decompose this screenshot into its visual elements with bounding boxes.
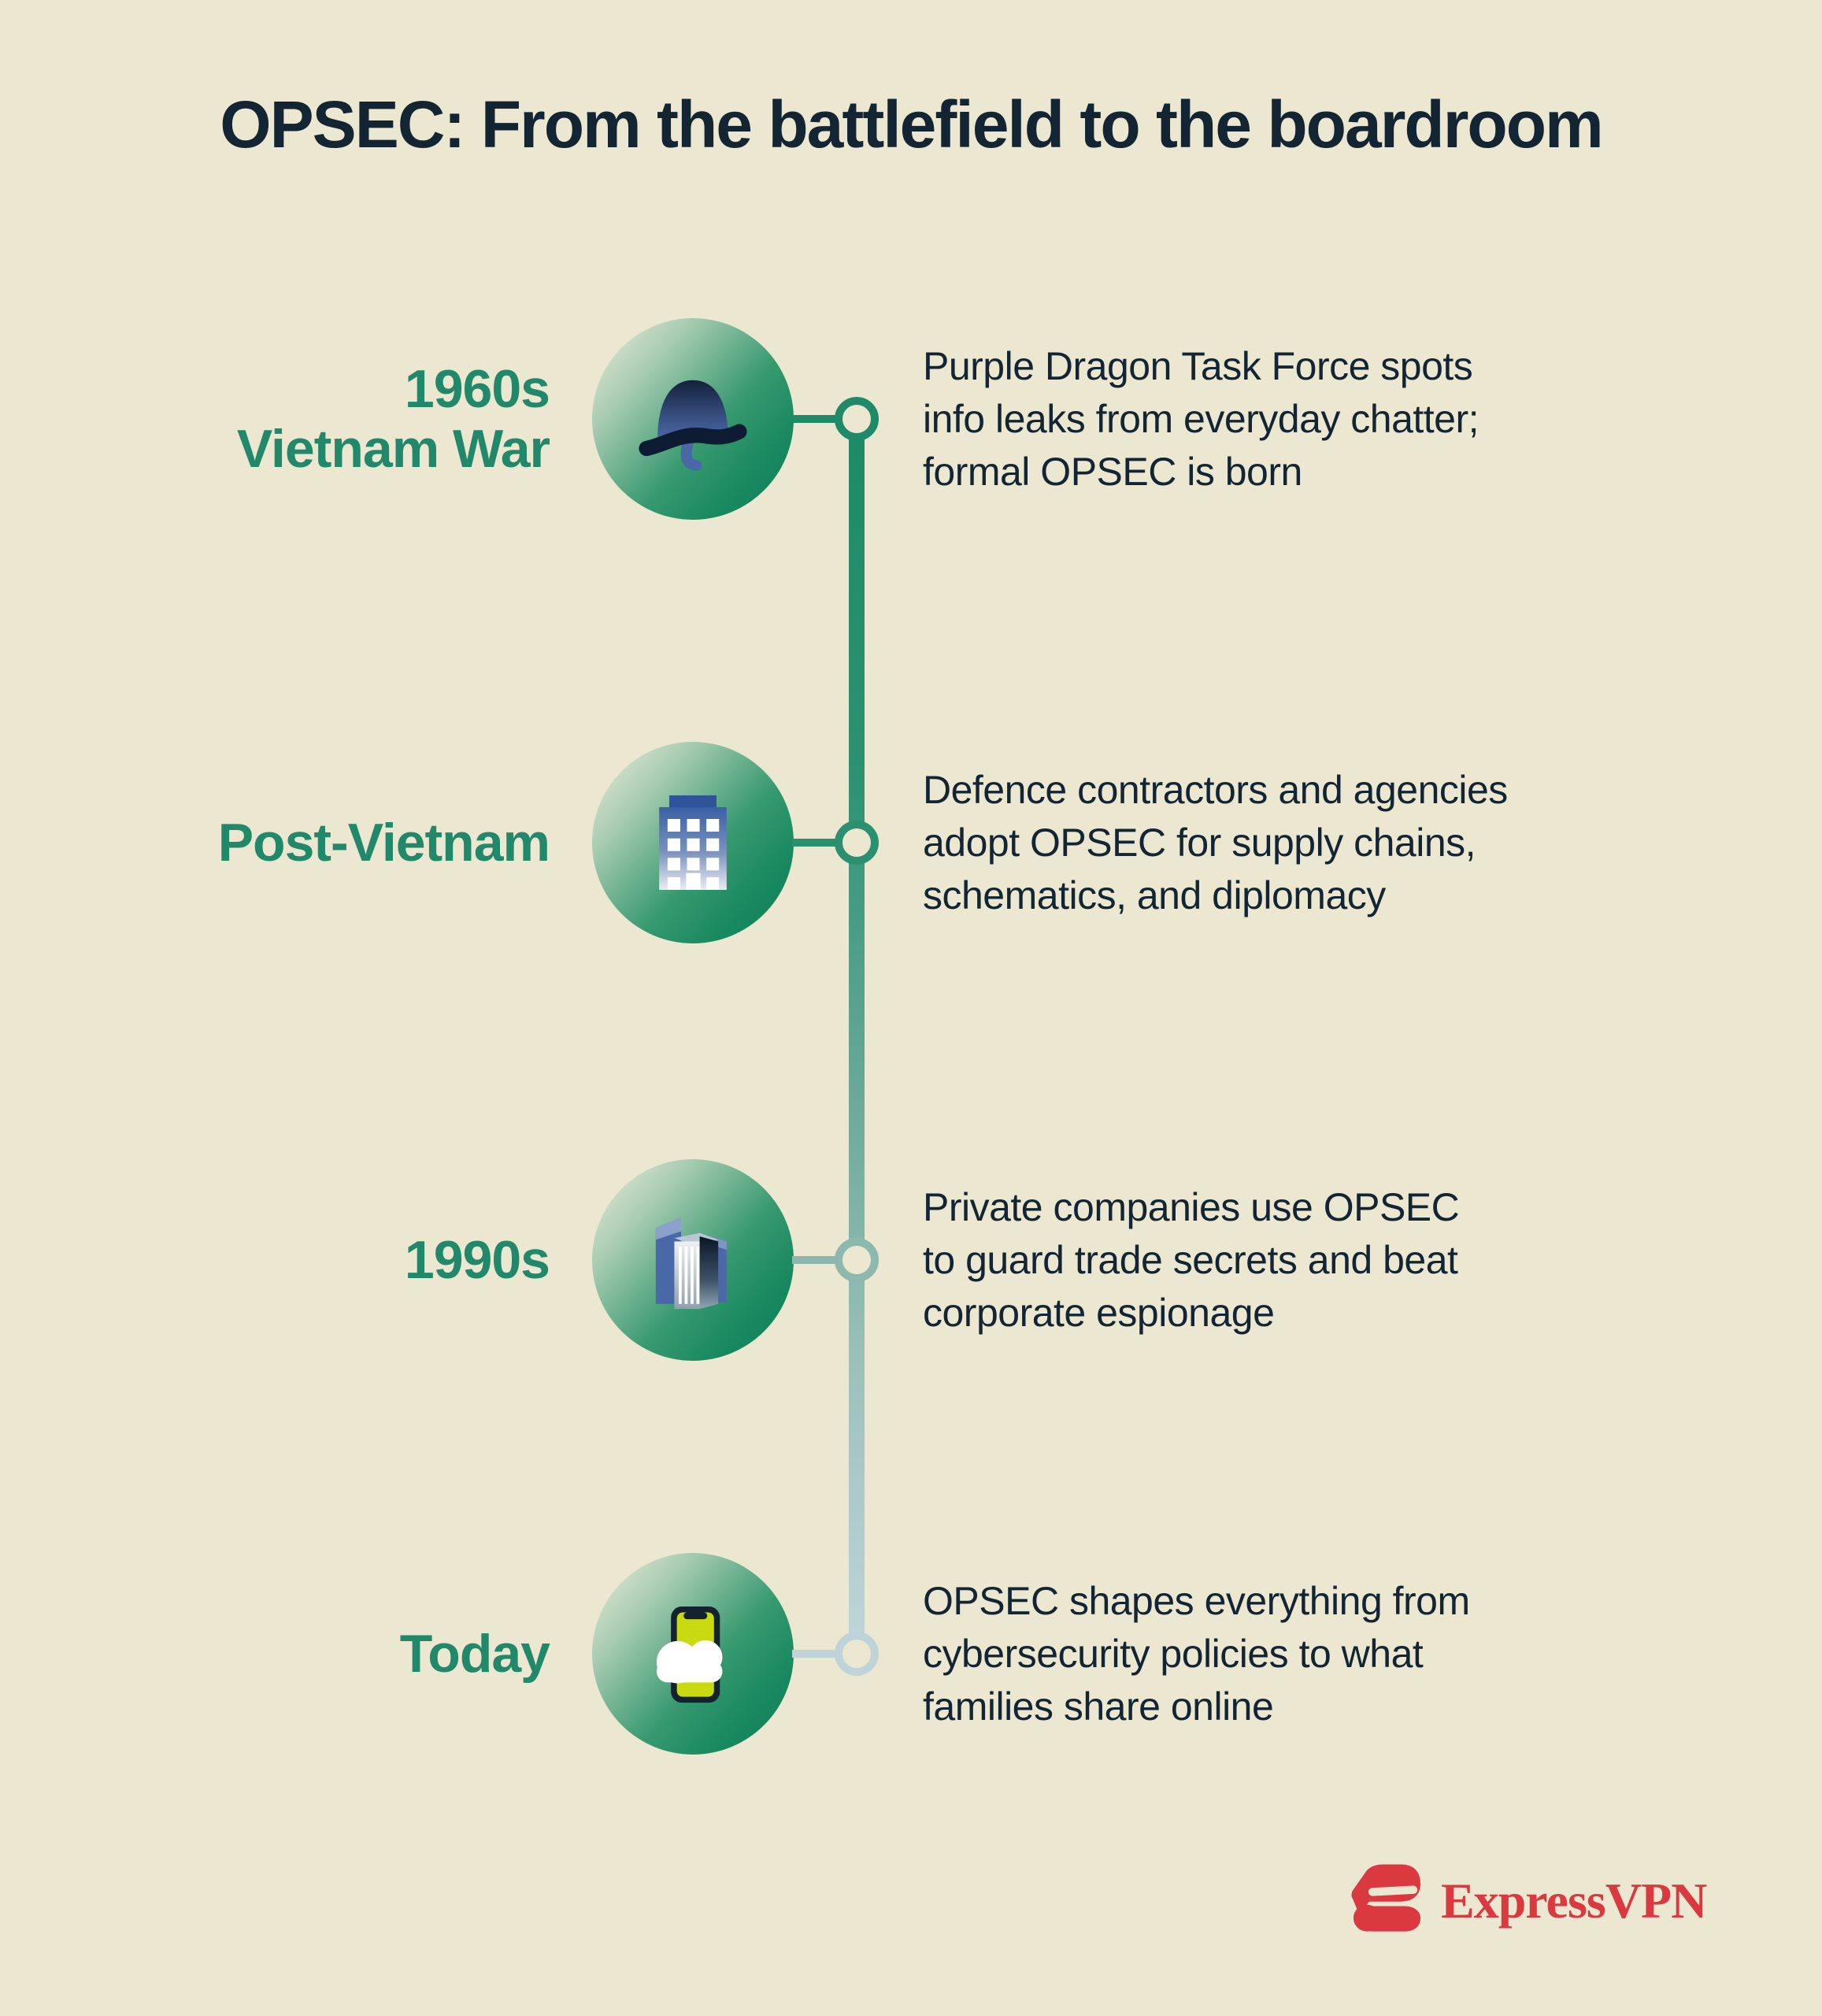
description-line: Defence contractors and agencies (923, 768, 1508, 812)
description-line: adopt OPSEC for supply chains, (923, 821, 1476, 865)
milestone-description (923, 1575, 1789, 1733)
milestone-label-line: Today (399, 1623, 550, 1684)
milestone-description (923, 340, 1789, 498)
milestone-label-line: 1960s (404, 358, 550, 419)
phone-cloud-icon (634, 1595, 752, 1713)
milestone-label-line: Vietnam War (236, 419, 550, 479)
timeline-line (849, 438, 865, 1633)
office-building-icon (634, 784, 752, 902)
milestone-label (400, 1624, 550, 1684)
description-line: formal OPSEC is born (923, 450, 1302, 494)
description-line: corporate espionage (923, 1291, 1275, 1335)
description-line: info leaks from everyday chatter; (923, 397, 1479, 441)
milestone-label (218, 813, 550, 873)
milestone-label (405, 1230, 550, 1290)
description-line: Purple Dragon Task Force spots (923, 344, 1473, 388)
timeline-connector (792, 415, 838, 423)
timeline-connector (792, 1650, 838, 1658)
milestone-description (923, 1181, 1789, 1340)
milestone-label-line: 1990s (404, 1229, 550, 1290)
brand-footer (1339, 1863, 1706, 1938)
description-line: schematics, and diplomacy (923, 873, 1386, 917)
timeline-node (835, 821, 879, 865)
timeline-connector (792, 839, 838, 847)
description-line: Private companies use OPSEC (923, 1185, 1460, 1229)
expressvpn-logo-icon (1339, 1863, 1420, 1938)
milestone-label-line: Post-Vietnam (217, 812, 550, 873)
timeline-node (835, 1238, 879, 1282)
description-line: cybersecurity policies to what (923, 1632, 1424, 1676)
timeline-connector (792, 1256, 838, 1264)
skyscraper-icon (634, 1201, 752, 1319)
description-line: families share online (923, 1684, 1274, 1729)
description-line: OPSEC shapes everything from (923, 1579, 1470, 1623)
page-title: OPSEC: From the battlefield to the boardroom (220, 87, 1602, 161)
milestone-description (923, 764, 1789, 922)
helmet-icon (634, 360, 752, 478)
timeline-node (835, 1632, 879, 1676)
description-line: to guard trade secrets and beat (923, 1238, 1458, 1282)
brand-wordmark: ExpressVPN (1441, 1872, 1707, 1929)
timeline-node (835, 397, 879, 441)
milestone-label (237, 359, 550, 479)
